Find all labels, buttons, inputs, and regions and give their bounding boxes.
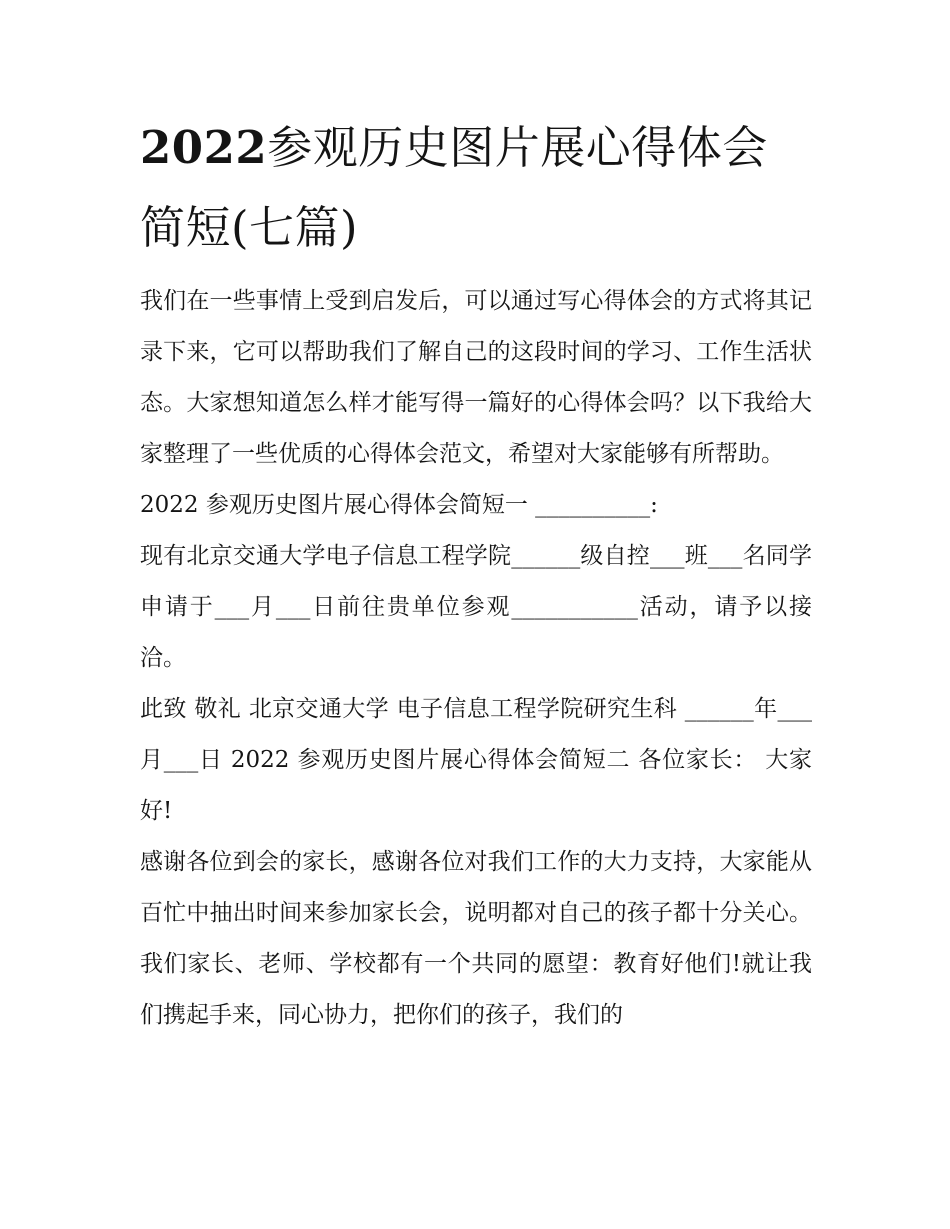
title-year: 2022	[140, 121, 268, 174]
letter-body-paragraph: 现有北京交通大学电子信息工程学院______级自控___班___名同学申请于___月___日前往贵单位参观___________活动，请予以接洽。	[140, 543, 812, 671]
intro-paragraph: 我们在一些事情上受到启发后，可以通过写心得体会的方式将其记录下来，它可以帮助我们了解自己的这段时间的学习、工作生活状态。大家想知道怎么样才能写得一篇好的心得体会吗？以下我给大家整理了一些优质的心得体会范文，希望对大家能够有所帮助。	[140, 288, 812, 467]
title-text: 参观历史图片展心得体会简短(七篇)	[140, 121, 768, 254]
document-body	[140, 276, 812, 1041]
section-one-heading: 2022 参观历史图片展心得体会简短一 __________:	[140, 492, 658, 518]
document-title	[140, 108, 812, 268]
speech-paragraph: 感谢各位到会的家长，感谢各位对我们工作的大力支持，大家能从百忙中抽出时间来参加家长会，说明都对自己的孩子都十分关心。我们家长、老师、学校都有一个共同的愿望：教育好他们!就让我们携起手来，同心协力，把你们的孩子，我们的	[140, 849, 812, 1028]
letter-closing-paragraph: 此致 敬礼 北京交通大学 电子信息工程学院研究生科 ______年___月___日 2022 参观历史图片展心得体会简短二 各位家长： 大家好!	[140, 696, 812, 824]
